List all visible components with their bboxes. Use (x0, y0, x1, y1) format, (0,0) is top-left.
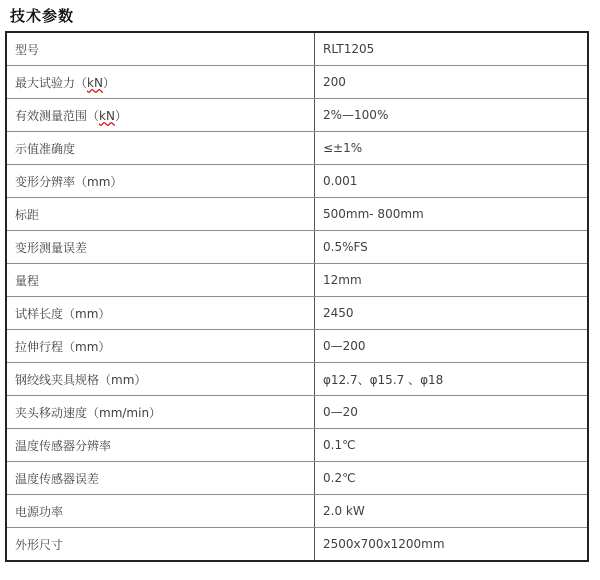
param-label: 变形分辨率（mm） (15, 174, 123, 189)
param-value-cell (315, 231, 589, 264)
param-value-cell (315, 264, 589, 297)
param-label: 示值准确度 (15, 141, 76, 156)
param-value: 2500x700x1200mm (323, 537, 445, 551)
param-value: 2.0 kW (323, 504, 365, 518)
param-value: 200 (323, 75, 346, 89)
param-value-cell (315, 198, 589, 231)
param-label: 外形尺寸 (15, 537, 64, 552)
param-label-cell (6, 66, 315, 99)
param-label-cell (6, 165, 315, 198)
param-value: φ12.7、φ15.7 、φ18 (323, 372, 444, 387)
param-value: 0.001 (323, 174, 358, 188)
param-label-suffix: ） (114, 108, 127, 123)
spec-table (5, 31, 589, 562)
param-value: 0—200 (323, 339, 366, 353)
param-label-cell (6, 528, 315, 562)
param-value: ≤±1% (323, 141, 363, 155)
param-value-cell (315, 99, 589, 132)
param-value: 0.2℃ (323, 471, 356, 485)
param-label-cell (6, 264, 315, 297)
param-label-cell (6, 231, 315, 264)
table-row (6, 363, 588, 396)
table-row (6, 198, 588, 231)
table-row (6, 330, 588, 363)
param-label-prefix: 最大试验力（ (15, 75, 88, 90)
param-label-prefix: 有效测量范围（ (15, 108, 100, 123)
param-label-cell (6, 462, 315, 495)
param-value-cell (315, 495, 589, 528)
param-value: RLT1205 (323, 42, 375, 56)
param-label-cell (6, 396, 315, 429)
param-label: 量程 (15, 273, 40, 288)
param-value: 0.1℃ (323, 438, 356, 452)
table-row (6, 297, 588, 330)
param-label: 拉伸行程（mm） (15, 339, 111, 354)
table-row (6, 32, 588, 66)
param-value-cell (315, 528, 589, 562)
table-row (6, 231, 588, 264)
param-label: 温度传感器误差 (15, 471, 100, 486)
param-label-suffix: ） (102, 75, 115, 90)
table-row (6, 264, 588, 297)
param-label-cell (6, 198, 315, 231)
page-title: 技术参数 (10, 7, 75, 25)
param-value: 2%—100% (323, 108, 389, 122)
param-value-cell (315, 429, 589, 462)
param-label: 温度传感器分辨率 (15, 438, 112, 453)
table-row (6, 132, 588, 165)
param-label-cell (6, 429, 315, 462)
param-label-cell (6, 132, 315, 165)
param-value-cell (315, 66, 589, 99)
table-row (6, 495, 588, 528)
table-row (6, 165, 588, 198)
param-label-cell (6, 297, 315, 330)
table-row (6, 66, 588, 99)
param-value-cell (315, 363, 589, 396)
param-label-unit-misspelled: kN (87, 75, 103, 90)
param-label-cell (6, 330, 315, 363)
param-label: 钢绞线夹具规格（mm） (15, 372, 147, 387)
table-row (6, 429, 588, 462)
param-label: 型号 (15, 42, 40, 57)
param-label-cell (6, 495, 315, 528)
param-label-unit-misspelled: kN (99, 108, 115, 123)
param-value: 0.5%FS (323, 240, 368, 254)
table-row (6, 462, 588, 495)
param-label: 变形测量误差 (15, 240, 88, 255)
table-row (6, 396, 588, 429)
table-row (6, 99, 588, 132)
param-value-cell (315, 297, 589, 330)
table-row (6, 528, 588, 562)
param-value-cell (315, 330, 589, 363)
param-label-cell (6, 363, 315, 396)
param-label: 标距 (15, 207, 40, 222)
param-value-cell (315, 32, 589, 66)
param-value: 12mm (323, 273, 362, 287)
param-value-cell (315, 132, 589, 165)
param-value-cell (315, 462, 589, 495)
param-label-cell (6, 99, 315, 132)
param-label: 夹头移动速度（mm/min） (15, 405, 162, 420)
param-label: 电源功率 (15, 504, 64, 519)
param-value-cell (315, 165, 589, 198)
param-value: 2450 (323, 306, 354, 320)
param-value-cell (315, 396, 589, 429)
param-label-cell (6, 32, 315, 66)
param-value: 500mm- 800mm (323, 207, 424, 221)
param-label: 试样长度（mm） (15, 306, 111, 321)
param-value: 0—20 (323, 405, 358, 419)
